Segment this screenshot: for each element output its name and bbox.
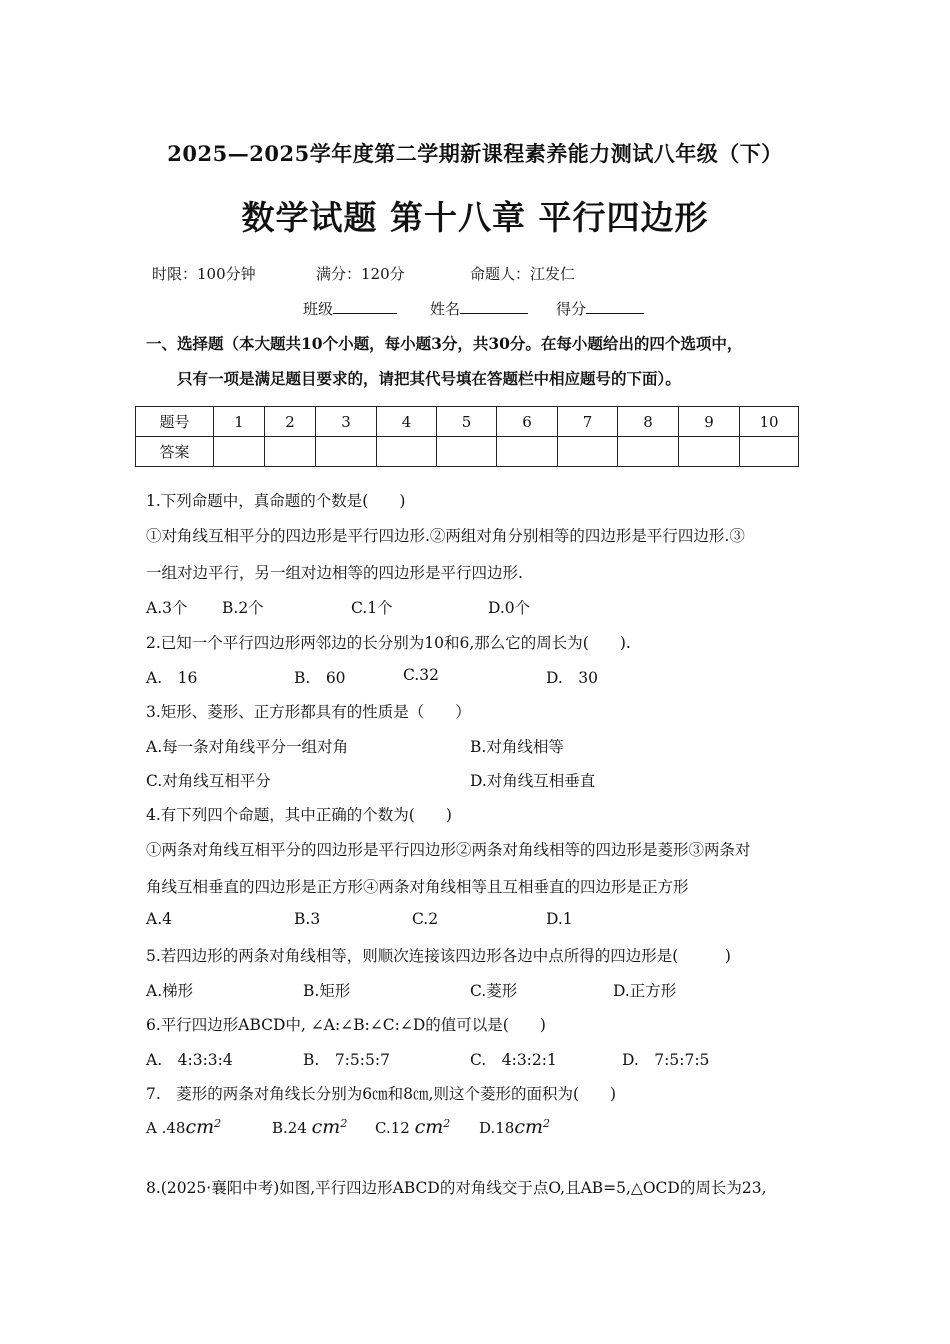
q5-stem: 5.若四边形的两条对角线相等，则顺次连接该四边形各边中点所得的四边形是( ) <box>146 947 731 965</box>
score-label: 得分 <box>556 300 587 318</box>
q3-option-c: C.对角线互相平分 <box>146 772 271 790</box>
answer-cell[interactable] <box>437 437 497 467</box>
name-field[interactable] <box>430 298 528 319</box>
score-field[interactable] <box>556 298 644 319</box>
answer-cell[interactable] <box>558 437 618 467</box>
q4-option-b: B.3 <box>294 910 321 928</box>
q1-line2: ①对角线互相平分的四边形是平行四边形.②两组对角分别相等的四边形是平行四边形.③ <box>146 527 745 545</box>
q7-option-a: A $.48cm^2$ <box>146 1116 222 1138</box>
table-number: 5 <box>437 407 497 437</box>
name-blank[interactable] <box>460 313 528 314</box>
q1-stem: 1.下列命题中，真命题的个数是( ) <box>146 492 406 510</box>
q1-option-b: B.2个 <box>222 599 264 617</box>
answer-cell[interactable] <box>679 437 740 467</box>
exam-title-line2: 数学试题 第十八章 平行四边形 <box>241 198 709 237</box>
q1-option-d: D.0个 <box>488 599 531 617</box>
table-number: 9 <box>679 407 740 437</box>
q5-option-c: C.菱形 <box>470 982 518 1000</box>
full-score: 满分：120分 <box>316 265 405 283</box>
q4-line2: ①两条对角线互相平分的四边形是平行四边形②两条对角线相等的四边形是菱形③两条对 <box>146 841 751 859</box>
answer-table <box>135 406 799 467</box>
q2-stem: 2.已知一个平行四边形两邻边的长分别为10和6,那么它的周长为( ). <box>146 634 631 652</box>
q4-stem: 4.有下列四个命题，其中正确的个数为( ) <box>146 806 452 824</box>
q5-option-b: B.矩形 <box>303 982 351 1000</box>
q1-option-a: A.3个 <box>146 599 188 617</box>
q8-stem: 8.(2025·襄阳中考)如图,平行四边形ABCD的对角线交于点O,且AB=5,△OCD的周长为23, <box>146 1179 767 1197</box>
q4-option-d: D.1 <box>546 910 573 928</box>
q6-option-b: B. 7:5:5:7 <box>303 1051 390 1069</box>
table-number: 6 <box>497 407 558 437</box>
section1-instruction-line1: 一、选择题（本大题共10个小题，每小题3分，共30分。在每小题给出的四个选项中， <box>146 334 743 353</box>
exam-title-line1: 2025—2025学年度第二学期新课程素养能力测试八年级（下） <box>167 141 783 166</box>
table-number: 10 <box>740 407 799 437</box>
time-limit: 时限：100分钟 <box>152 265 256 283</box>
class-blank[interactable] <box>333 313 397 314</box>
answer-cell[interactable] <box>265 437 316 467</box>
score-blank[interactable] <box>586 313 644 314</box>
q5-option-d: D.正方形 <box>613 982 677 1000</box>
q6-option-d: D. 7:5:7:5 <box>622 1051 710 1069</box>
class-field[interactable] <box>303 298 397 319</box>
q2-option-c: C.32 <box>403 666 439 684</box>
table-number: 4 <box>377 407 437 437</box>
q2-option-a: A. 16 <box>146 669 198 687</box>
name-label: 姓名 <box>430 300 461 318</box>
q7-option-c: C.12 $cm^2$ <box>375 1116 451 1138</box>
q4-option-c: C.2 <box>412 910 439 928</box>
answer-cell[interactable] <box>377 437 437 467</box>
q3-option-a: A.每一条对角线平分一组对角 <box>146 738 349 756</box>
q3-stem: 3.矩形、菱形、正方形都具有的性质是（ ） <box>146 703 471 721</box>
answer-table-answer-row <box>136 437 799 467</box>
q2-option-b: B. 60 <box>294 669 346 687</box>
q7-option-d: $D.18cm^2$ <box>479 1116 551 1138</box>
answer-cell[interactable] <box>316 437 377 467</box>
table-number: 3 <box>316 407 377 437</box>
table-number: 8 <box>618 407 679 437</box>
q4-line3: 角线互相垂直的四边形是正方形④两条对角线相等且互相垂直的四边形是正方形 <box>146 878 689 896</box>
q1-option-c: C.1个 <box>351 599 393 617</box>
q5-option-a: A.梯形 <box>146 982 194 1000</box>
q3-option-b: B.对角线相等 <box>470 738 564 756</box>
q4-option-a: A.4 <box>146 910 172 928</box>
section1-instruction-line2: 只有一项是满足题目要求的，请把其代号填在答题栏中相应题号的下面）。 <box>177 369 681 388</box>
q2-option-d: D. 30 <box>546 669 599 687</box>
q6-stem: 6.平行四边形ABCD中, ∠A:∠B:∠C:∠D的值可以是( ) <box>146 1016 546 1034</box>
table-number: 1 <box>214 407 265 437</box>
answer-table-number-row <box>136 407 799 437</box>
q3-option-d: D.对角线互相垂直 <box>470 772 596 790</box>
answer-cell[interactable] <box>740 437 799 467</box>
table-number: 7 <box>558 407 618 437</box>
answer-cell[interactable] <box>497 437 558 467</box>
table-number: 2 <box>265 407 316 437</box>
q7-option-b: B.24 $cm^2$ <box>272 1116 348 1138</box>
q6-option-c: C. 4:3:2:1 <box>470 1051 557 1069</box>
table-header-number: 题号 <box>136 407 214 437</box>
q7-stem: 7. 菱形的两条对角线长分别为6㎝和8㎝,则这个菱形的面积为( ) <box>146 1085 617 1103</box>
table-header-answer: 答案 <box>136 437 214 467</box>
answer-cell[interactable] <box>214 437 265 467</box>
q1-line3: 一组对边平行，另一组对边相等的四边形是平行四边形. <box>146 564 523 582</box>
q6-option-a: A. 4:3:3:4 <box>146 1051 233 1069</box>
class-label: 班级 <box>303 300 334 318</box>
answer-cell[interactable] <box>618 437 679 467</box>
author: 命题人：江发仁 <box>470 265 576 283</box>
